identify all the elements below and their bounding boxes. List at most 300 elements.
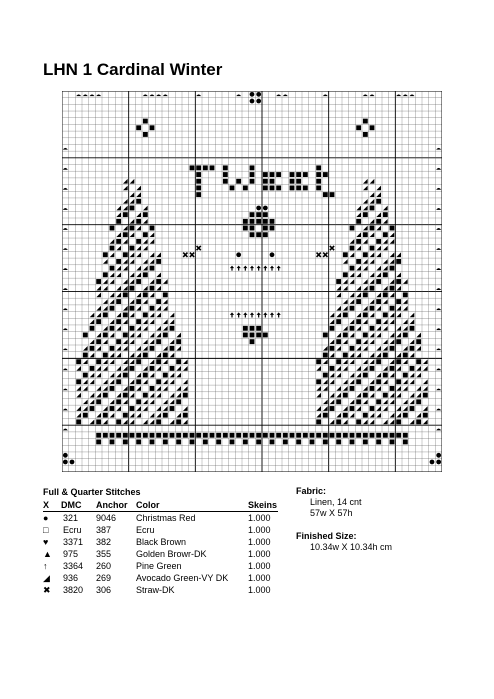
stitch-mark	[83, 386, 88, 391]
stitch-mark	[176, 433, 181, 438]
stitch-mark	[150, 286, 155, 291]
stitch-mark	[370, 333, 375, 338]
stitch-mark	[110, 293, 115, 298]
stitch-mark	[243, 439, 248, 444]
stitch-mark	[143, 366, 148, 371]
stitch-mark	[237, 312, 241, 317]
stitch-mark	[130, 232, 135, 237]
stitch-mark	[136, 239, 141, 244]
stitch-mark	[223, 433, 228, 438]
stitch-mark	[150, 232, 155, 237]
stitch-mark	[350, 279, 355, 284]
stitch-mark	[323, 192, 328, 197]
stitch-mark	[103, 366, 108, 371]
stitch-mark	[130, 413, 135, 418]
stitch-mark	[170, 420, 175, 425]
stitch-mark	[123, 413, 128, 418]
stitch-mark	[356, 346, 361, 351]
stitch-mark	[176, 339, 181, 344]
stitch-mark	[376, 192, 381, 197]
stitch-mark	[370, 359, 375, 364]
stitch-mark	[150, 420, 155, 425]
stitch-mark	[163, 399, 168, 404]
stitch-mark	[303, 172, 308, 177]
stitch-mark	[176, 373, 181, 378]
stitch-mark	[143, 373, 148, 378]
stitch-mark	[403, 433, 408, 438]
stitch-mark	[403, 379, 408, 384]
stitch-mark	[176, 346, 181, 351]
stitch-mark	[343, 366, 348, 371]
stitch-mark	[257, 266, 261, 271]
stitch-mark	[323, 379, 328, 384]
stitch-mark	[356, 299, 361, 304]
legend-symbol-icon: ●	[43, 513, 49, 523]
stitch-mark	[143, 239, 148, 244]
stitch-mark	[350, 306, 355, 311]
stitch-mark	[156, 259, 161, 264]
stitch-mark	[143, 420, 148, 425]
stitch-mark	[83, 94, 88, 96]
stitch-mark	[336, 293, 341, 298]
stitch-mark	[390, 259, 395, 264]
legend-dmc: Ecru	[63, 525, 82, 535]
stitch-mark	[416, 399, 421, 404]
stitch-mark	[403, 386, 408, 391]
legend-skeins: 1.000	[248, 585, 271, 595]
stitch-mark	[163, 379, 168, 384]
stitch-mark	[403, 333, 408, 338]
stitch-mark	[170, 366, 175, 371]
stitch-mark	[110, 346, 115, 351]
stitch-mark	[83, 413, 88, 418]
stitch-mark	[350, 359, 355, 364]
legend-skeins: 1.000	[248, 561, 271, 571]
stitch-mark	[276, 94, 281, 96]
stitch-mark	[416, 373, 421, 378]
stitch-mark	[150, 293, 155, 298]
stitch-mark	[363, 386, 368, 391]
stitch-mark	[250, 433, 255, 438]
stitch-mark	[390, 293, 395, 298]
stitch-mark	[363, 119, 368, 124]
stitch-mark	[376, 379, 381, 384]
stitch-mark	[330, 379, 335, 384]
stitch-mark	[123, 433, 128, 438]
stitch-mark	[363, 252, 368, 257]
stitch-mark	[250, 312, 254, 317]
stitch-mark	[390, 266, 395, 271]
stitch-mark	[409, 94, 414, 96]
stitch-mark	[270, 439, 275, 444]
legend-anchor: 306	[96, 585, 112, 595]
stitch-mark	[196, 433, 201, 438]
stitch-mark	[343, 353, 348, 358]
stitch-mark	[143, 212, 148, 217]
stitch-mark	[96, 94, 101, 96]
stitch-mark	[416, 386, 421, 391]
stitch-mark	[363, 239, 368, 244]
stitch-mark	[350, 439, 355, 444]
stitch-mark	[123, 359, 128, 364]
stitch-mark	[296, 433, 301, 438]
stitch-mark	[363, 199, 368, 204]
fabric-label: Fabric:	[296, 486, 327, 496]
stitch-mark	[336, 346, 341, 351]
stitch-mark	[396, 299, 401, 304]
stitch-mark	[390, 393, 395, 398]
stitch-mark	[383, 393, 388, 398]
stitch-mark	[363, 333, 368, 338]
stitch-mark	[136, 199, 141, 204]
stitch-mark	[376, 306, 381, 311]
stitch-mark	[176, 419, 181, 424]
stitch-mark	[170, 339, 175, 344]
stitch-mark	[356, 286, 361, 291]
stitch-mark	[83, 399, 88, 404]
stitch-mark	[323, 333, 328, 338]
stitch-mark	[110, 326, 115, 331]
stitch-mark	[336, 306, 341, 311]
stitch-mark	[370, 246, 375, 251]
stitch-mark	[116, 366, 121, 371]
stitch-mark	[143, 379, 148, 384]
stitch-mark	[63, 453, 68, 458]
stitch-mark	[383, 420, 388, 425]
stitch-mark	[403, 399, 408, 404]
stitch-mark	[323, 359, 328, 364]
stitch-mark	[156, 353, 161, 358]
stitch-mark	[390, 359, 395, 364]
stitch-mark	[136, 306, 141, 311]
stitch-mark	[317, 253, 321, 257]
stitch-mark	[396, 252, 401, 257]
stitch-mark	[356, 399, 361, 404]
stitch-mark	[336, 359, 341, 364]
stitch-mark	[130, 393, 135, 398]
stitch-mark	[83, 359, 88, 364]
stitch-mark	[296, 179, 301, 184]
stitch-mark	[196, 185, 201, 190]
stitch-mark	[136, 252, 141, 257]
stitch-mark	[330, 399, 335, 404]
stitch-mark	[136, 326, 141, 331]
stitch-mark	[336, 413, 341, 418]
stitch-mark	[103, 333, 108, 338]
stitch-mark	[70, 460, 75, 465]
stitch-mark	[110, 386, 115, 391]
stitch-mark	[163, 346, 168, 351]
stitch-mark	[376, 326, 381, 331]
stitch-mark	[170, 319, 175, 324]
stitch-mark	[376, 212, 381, 217]
stitch-mark	[136, 399, 141, 404]
stitch-mark	[183, 386, 188, 391]
stitch-mark	[136, 406, 141, 411]
stitch-mark	[63, 148, 68, 150]
stitch-mark	[350, 433, 355, 438]
stitch-mark	[383, 299, 388, 304]
stitch-mark	[263, 312, 267, 317]
stitch-mark	[376, 386, 381, 391]
stitch-legend	[43, 486, 278, 596]
stitch-mark	[403, 413, 408, 418]
stitch-mark	[143, 259, 148, 264]
stitch-mark	[316, 433, 321, 438]
stitch-mark	[363, 373, 368, 378]
legend-skeins: 1.000	[248, 513, 271, 523]
stitch-mark	[89, 94, 94, 96]
stitch-mark	[370, 379, 375, 384]
legend-dmc: 936	[63, 573, 79, 583]
stitch-mark	[76, 386, 81, 391]
stitch-mark	[423, 413, 428, 418]
stitch-mark	[136, 386, 141, 391]
stitch-mark	[103, 393, 108, 398]
stitch-mark	[90, 353, 95, 358]
stitch-mark	[250, 99, 255, 104]
stitch-mark	[390, 333, 395, 338]
stitch-mark	[436, 409, 441, 411]
stitch-mark	[403, 299, 408, 304]
stitch-mark	[163, 333, 168, 338]
stitch-mark	[130, 366, 135, 371]
stitch-mark	[103, 339, 108, 344]
stitch-mark	[183, 433, 188, 438]
stitch-mark	[250, 339, 255, 344]
stitch-mark	[410, 353, 415, 358]
stitch-mark	[90, 373, 95, 378]
stitch-mark	[323, 399, 328, 404]
stitch-mark	[197, 246, 201, 250]
stitch-mark	[363, 179, 368, 184]
stitch-mark	[90, 313, 95, 318]
stitch-mark	[276, 433, 281, 438]
stitch-mark	[103, 306, 108, 311]
stitch-mark	[350, 373, 355, 378]
stitch-mark	[370, 433, 375, 438]
stitch-mark	[136, 246, 141, 251]
stitch-mark	[116, 346, 121, 351]
stitch-mark	[110, 406, 115, 411]
stitch-mark	[370, 393, 375, 398]
stitch-mark	[123, 286, 128, 291]
stitch-mark	[436, 268, 441, 270]
stitch-mark	[163, 279, 168, 284]
stitch-mark	[156, 359, 161, 364]
stitch-mark	[170, 313, 175, 318]
stitch-mark	[90, 346, 95, 351]
stitch-mark	[163, 406, 168, 411]
stitch-mark	[116, 239, 121, 244]
stitch-mark	[343, 272, 348, 277]
stitch-mark	[330, 393, 335, 398]
stitch-mark	[130, 299, 135, 304]
stitch-mark	[163, 292, 168, 297]
stitch-mark	[356, 272, 361, 277]
stitch-mark	[383, 239, 388, 244]
stitch-mark	[376, 246, 381, 251]
stitch-mark	[136, 379, 141, 384]
stitch-mark	[230, 266, 234, 271]
stitch-mark	[370, 286, 375, 291]
stitch-mark	[156, 313, 161, 318]
stitch-mark	[63, 409, 68, 411]
stitch-mark	[256, 206, 261, 211]
stitch-mark	[216, 439, 221, 444]
stitch-mark	[323, 94, 328, 96]
stitch-mark	[96, 319, 101, 324]
stitch-mark	[363, 433, 368, 438]
stitch-mark	[63, 268, 68, 270]
stitch-mark	[150, 386, 155, 391]
stitch-mark	[123, 199, 128, 204]
stitch-mark	[196, 172, 201, 177]
stitch-mark	[63, 368, 68, 370]
stitch-mark	[410, 366, 415, 371]
stitch-mark	[130, 386, 135, 391]
stitch-mark	[263, 219, 268, 224]
stitch-mark	[116, 326, 121, 331]
stitch-mark	[123, 232, 128, 237]
stitch-mark	[83, 406, 88, 411]
page-title: LHN 1 Cardinal Winter	[43, 60, 223, 79]
stitch-mark	[343, 312, 348, 317]
stitch-mark	[350, 239, 355, 244]
stitch-mark	[316, 379, 321, 384]
stitch-mark	[256, 439, 261, 444]
stitch-mark	[123, 186, 128, 191]
stitch-mark	[350, 406, 355, 411]
stitch-mark	[350, 252, 355, 257]
stitch-mark	[176, 333, 181, 338]
stitch-mark	[123, 179, 128, 184]
stitch-mark	[130, 219, 135, 224]
stitch-mark	[243, 333, 248, 338]
stitch-mark	[396, 94, 401, 96]
stitch-mark	[203, 439, 208, 444]
stitch-mark	[276, 172, 281, 177]
stitch-mark	[96, 286, 101, 291]
stitch-mark	[150, 413, 155, 418]
stitch-mark	[123, 420, 128, 425]
stitch-mark	[350, 333, 355, 338]
stitch-mark	[363, 132, 368, 137]
stitch-mark	[416, 413, 421, 418]
stitch-mark	[270, 433, 275, 438]
stitch-mark	[396, 379, 401, 384]
stitch-mark	[370, 272, 375, 277]
stitch-mark	[410, 373, 415, 378]
stitch-mark	[343, 286, 348, 291]
stitch-mark	[363, 292, 368, 297]
stitch-mark	[403, 373, 408, 378]
stitch-mark	[390, 399, 395, 404]
stitch-mark	[136, 433, 141, 438]
stitch-mark	[336, 393, 341, 398]
stitch-mark	[356, 125, 361, 130]
stitch-mark	[356, 326, 361, 331]
stitch-mark	[150, 333, 155, 338]
stitch-mark	[343, 433, 348, 438]
stitch-mark	[316, 366, 321, 371]
stitch-mark	[250, 92, 255, 97]
stitch-mark	[130, 192, 135, 197]
stitch-mark	[403, 319, 408, 324]
stitch-mark	[123, 399, 128, 404]
stitch-mark	[390, 232, 395, 237]
stitch-mark	[383, 339, 388, 344]
stitch-mark	[363, 346, 368, 351]
stitch-mark	[423, 420, 428, 425]
stitch-mark	[336, 313, 341, 318]
stitch-mark	[136, 226, 141, 231]
stitch-mark	[356, 313, 361, 318]
stitch-mark	[343, 259, 348, 264]
stitch-mark	[383, 319, 388, 324]
stitch-mark	[250, 333, 255, 338]
stitch-mark	[356, 266, 361, 271]
stitch-mark	[76, 94, 81, 96]
stitch-mark	[170, 346, 175, 351]
stitch-mark	[356, 353, 361, 358]
stitch-mark	[123, 346, 128, 351]
stitch-mark	[436, 368, 441, 370]
stitch-mark	[263, 212, 268, 217]
stitch-mark	[436, 208, 441, 210]
stitch-mark	[363, 319, 368, 324]
stitch-mark	[390, 252, 395, 257]
stitch-mark	[256, 333, 261, 338]
stitch-mark	[383, 406, 388, 411]
stitch-mark	[183, 413, 188, 418]
stitch-mark	[250, 165, 255, 170]
stitch-mark	[370, 232, 375, 237]
stitch-mark	[170, 406, 175, 411]
stitch-mark	[383, 219, 388, 224]
stitch-mark	[143, 319, 148, 324]
stitch-mark	[350, 319, 355, 324]
stitch-mark	[96, 293, 101, 298]
stitch-mark	[143, 232, 148, 237]
stitch-mark	[196, 179, 201, 184]
stitch-mark	[376, 266, 381, 271]
stitch-mark	[350, 353, 355, 358]
stitch-mark	[256, 433, 261, 438]
stitch-mark	[363, 94, 368, 96]
stitch-mark	[370, 192, 375, 197]
stitch-mark	[370, 206, 375, 211]
stitch-mark	[130, 306, 135, 311]
stitch-mark	[130, 246, 135, 251]
stitch-mark	[116, 406, 121, 411]
stitch-mark	[243, 219, 248, 224]
stitch-mark	[403, 406, 408, 411]
stitch-mark	[90, 326, 95, 331]
legend-symbol-icon: ✖	[43, 585, 51, 595]
stitch-mark	[130, 286, 135, 291]
legend-anchor: 355	[96, 549, 112, 559]
stitch-mark	[396, 353, 401, 358]
stitch-mark	[110, 399, 115, 404]
stitch-mark	[96, 386, 101, 391]
stitch-mark	[396, 272, 401, 277]
stitch-mark	[390, 279, 395, 284]
stitch-mark	[110, 373, 115, 378]
stitch-mark	[336, 419, 341, 424]
stitch-mark	[363, 266, 368, 271]
stitch-mark	[330, 346, 335, 351]
